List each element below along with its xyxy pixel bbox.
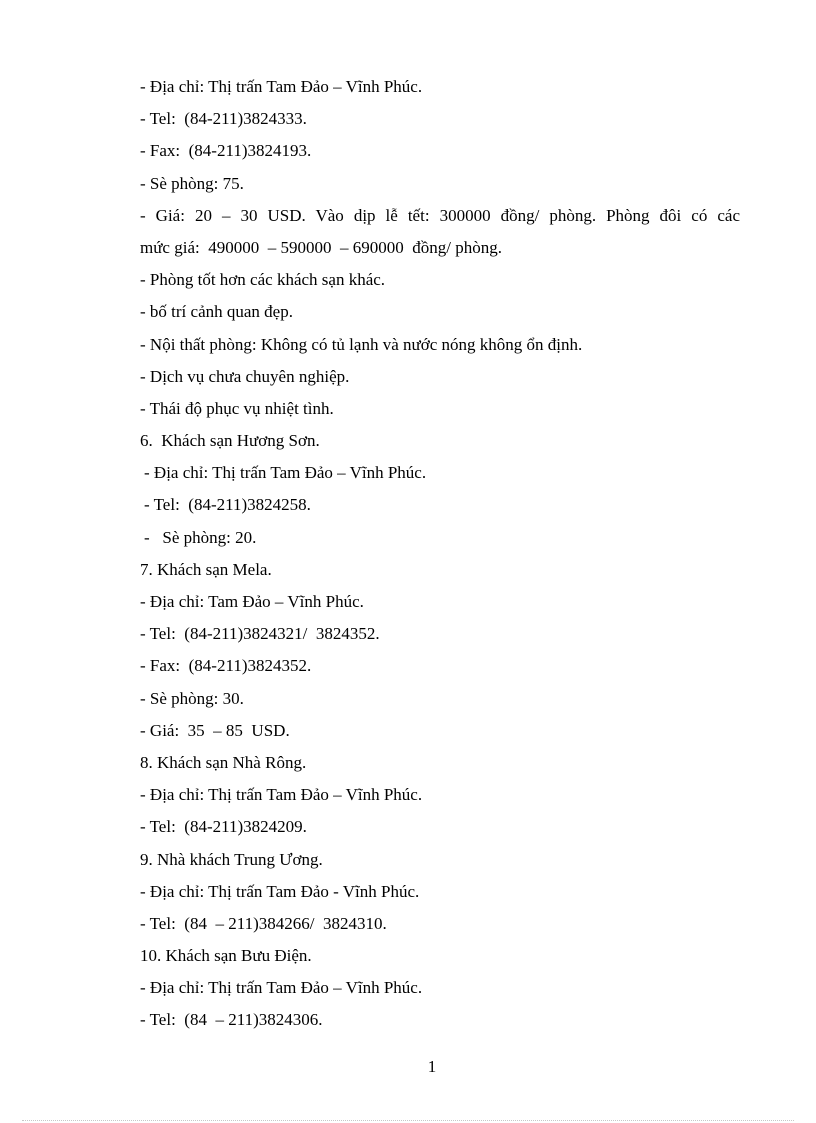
text-line: - Tel: (84-211)3824333. xyxy=(140,109,307,129)
page-number: 1 xyxy=(427,1057,437,1076)
page-bottom-divider xyxy=(22,1120,794,1121)
text-line: - Phòng tốt hơn các khách sạn khác. xyxy=(140,270,386,290)
text-line: - Địa chỉ: Thị trấn Tam Đảo – Vĩnh Phúc. xyxy=(140,785,423,805)
text-line: - Dịch vụ chưa chuyên nghiệp. xyxy=(140,366,350,386)
text-line: mức giá: 490000 – 590000 – 690000 đồng/ phòng. xyxy=(140,237,502,257)
document-body xyxy=(140,71,740,1037)
text-line: - bố trí cảnh quan đẹp. xyxy=(140,302,293,322)
text-line: - Giá: 35 – 85 USD. xyxy=(140,720,290,740)
section-heading: 7. Khách sạn Mela. xyxy=(140,559,272,579)
text-line: - Tel: (84-211)3824209. xyxy=(140,817,307,837)
text-line: - Nội thất phòng: Không có tủ lạnh và nước nóng không ổn định. xyxy=(140,334,583,354)
text-line: - Địa chỉ: Thị trấn Tam Đảo - Vĩnh Phúc. xyxy=(140,881,420,901)
section-heading: 10. Khách sạn Bưu Điện. xyxy=(140,946,312,966)
text-line: - Địa chỉ: Thị trấn Tam Đảo – Vĩnh Phúc. xyxy=(140,978,423,998)
text-line: - Sè phòng: 75. xyxy=(140,173,244,193)
text-line: - Địa chỉ: Thị trấn Tam Đảo – Vĩnh Phúc. xyxy=(140,77,423,96)
text-line: - Địa chỉ: Tam Đảo – Vĩnh Phúc. xyxy=(140,592,364,612)
text-line: - Tel: (84-211)3824321/ 3824352. xyxy=(140,624,380,644)
text-line: - Tel: (84 – 211)3824306. xyxy=(140,1010,323,1030)
text-line: - Thái độ phục vụ nhiệt tình. xyxy=(140,398,334,418)
text-line: - Fax: (84-211)3824193. xyxy=(140,141,312,161)
text-line: - Sè phòng: 30. xyxy=(140,688,244,708)
text-line: - Địa chỉ: Thị trấn Tam Đảo – Vĩnh Phúc. xyxy=(144,463,427,483)
section-heading: 6. Khách sạn Hương Sơn. xyxy=(140,431,320,451)
text-line: - Tel: (84 – 211)384266/ 3824310. xyxy=(140,913,387,933)
section-heading: 8. Khách sạn Nhà Rông. xyxy=(140,752,307,772)
text-line: - Fax: (84-211)3824352. xyxy=(140,656,312,676)
text-line: - Giá: 20 – 30 USD. Vào dịp lễ tết: 300000 đồng/ phòng. Phòng đôi có các xyxy=(140,205,740,225)
text-line: - Sè phòng: 20. xyxy=(144,527,257,547)
section-heading: 9. Nhà khách Trung Ương. xyxy=(140,849,323,869)
text-line: - Tel: (84-211)3824258. xyxy=(144,495,311,515)
